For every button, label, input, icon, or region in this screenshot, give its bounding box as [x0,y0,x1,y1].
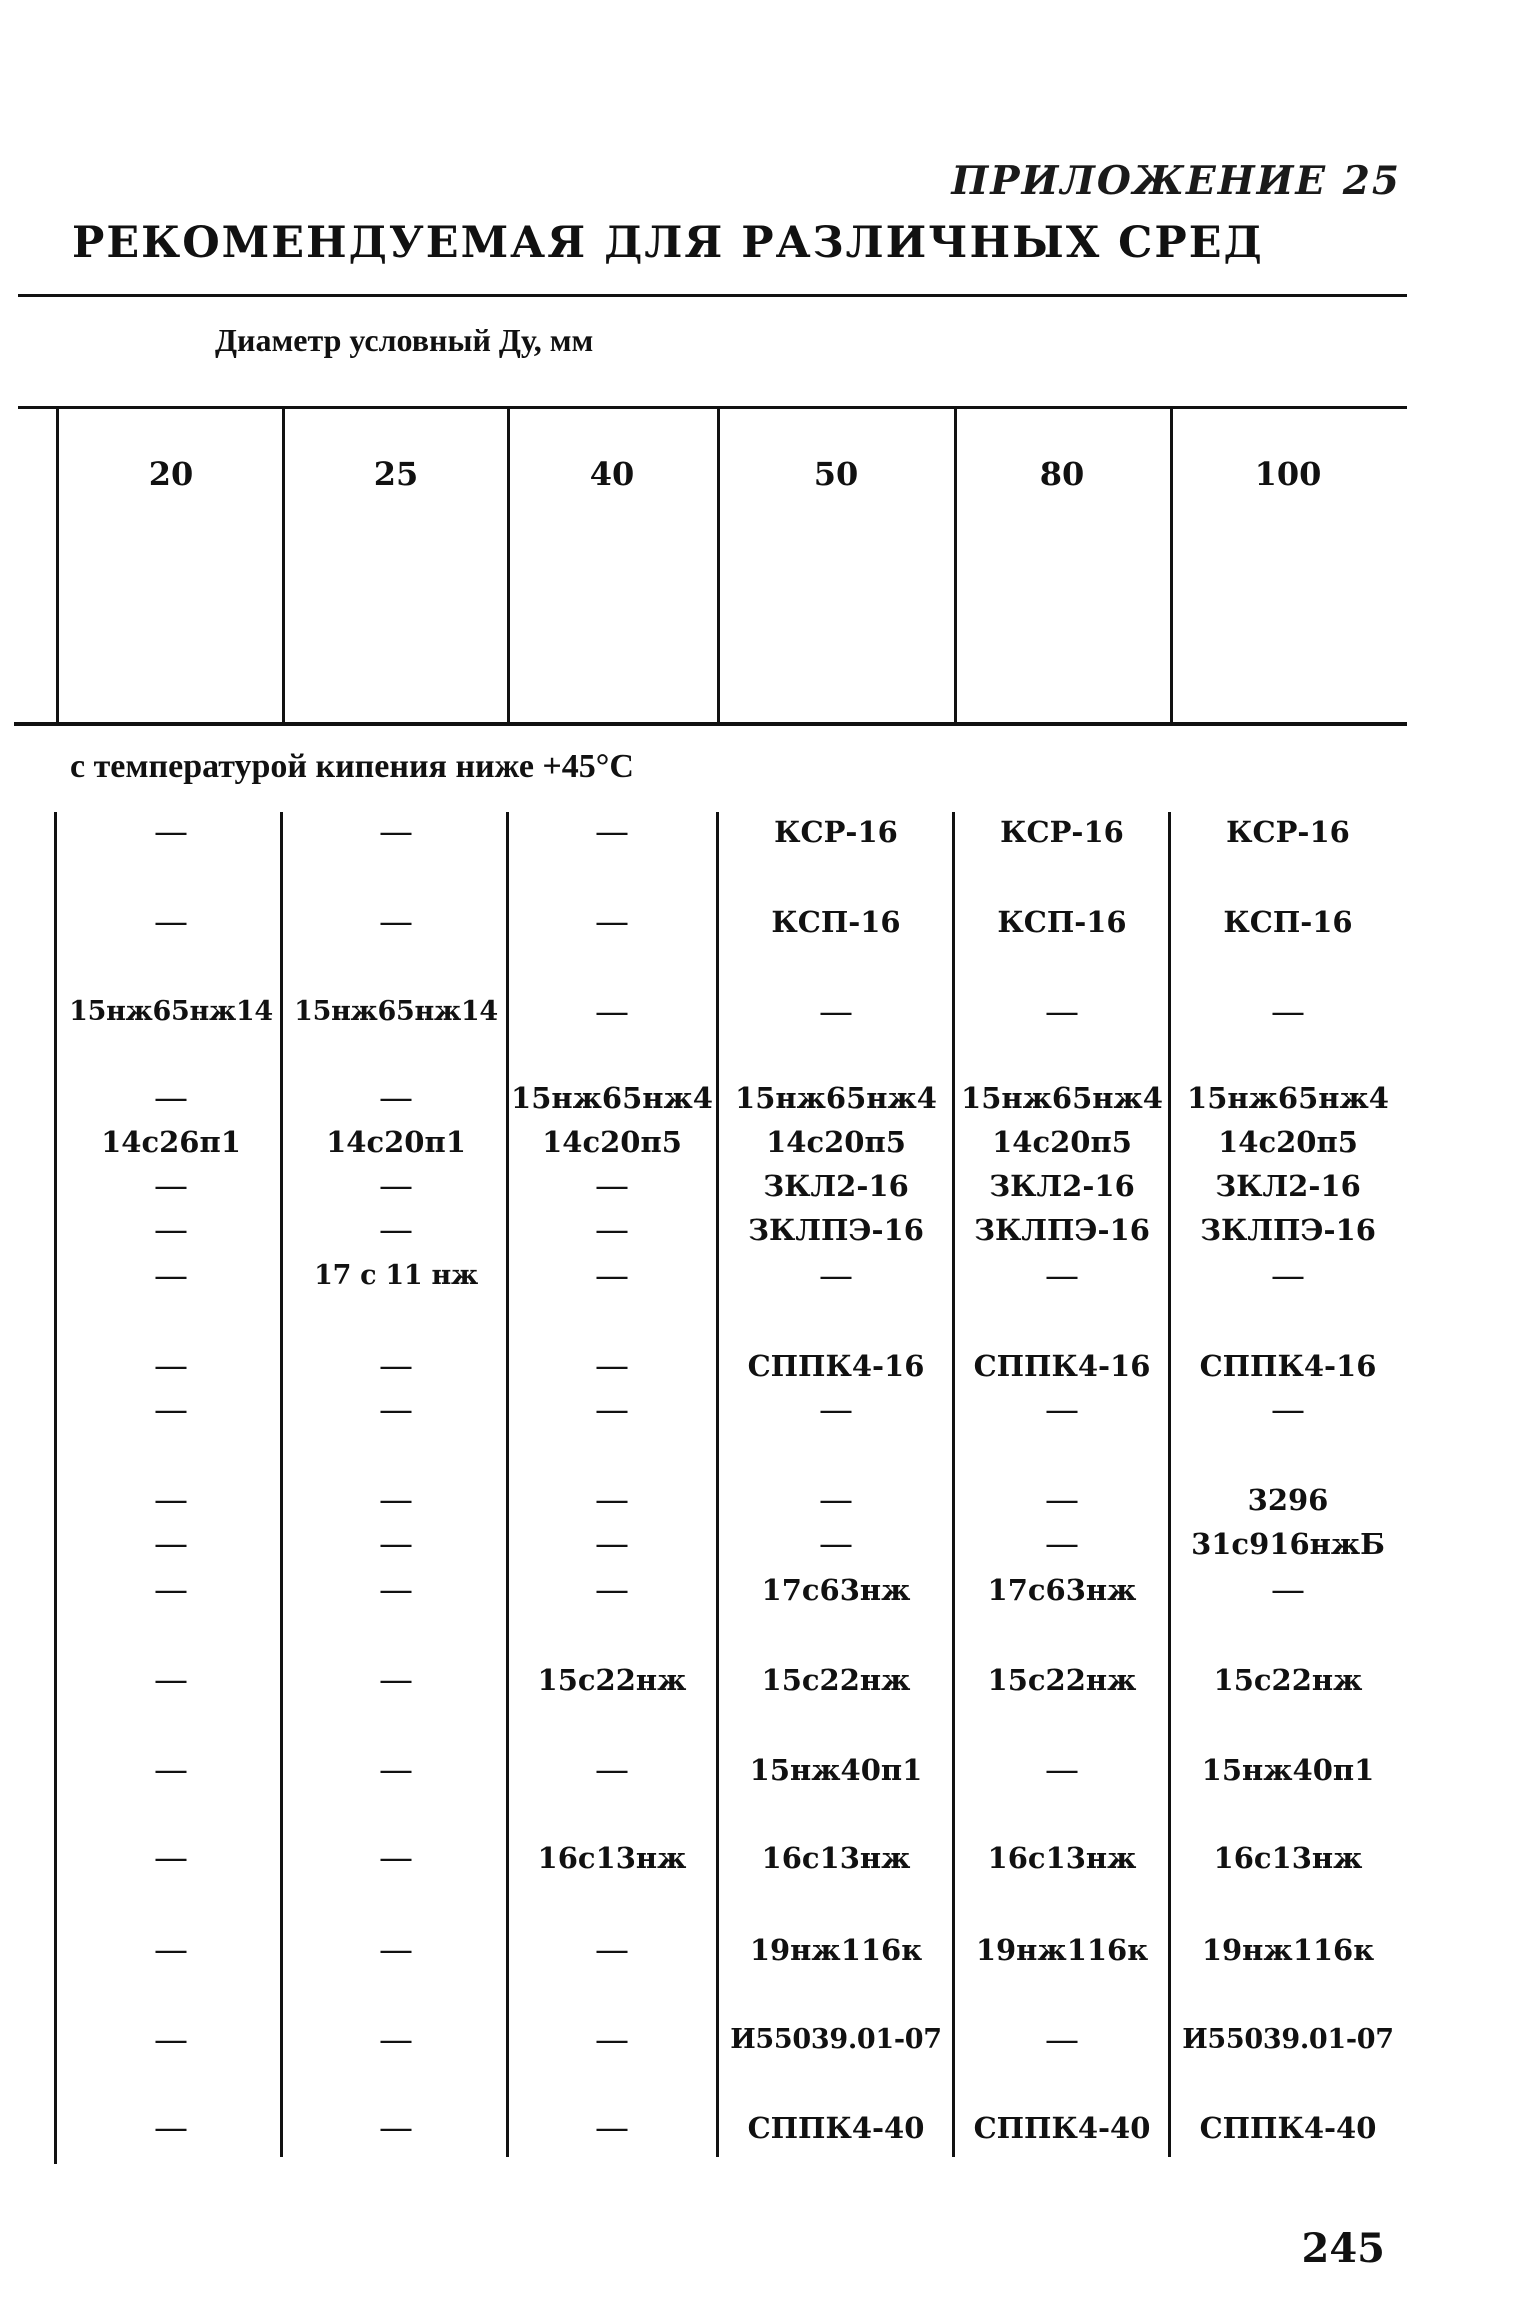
header-column-divider [282,406,285,724]
table-cell: — [1271,1390,1305,1430]
title-rule [18,294,1407,297]
table-cell: — [595,2108,629,2148]
table-cell: 14с20п1 [326,1125,466,1159]
table-cell: — [1045,992,1079,1032]
table-cell: — [154,1750,188,1790]
column-header: 100 [1254,455,1322,493]
table-cell: — [154,2020,188,2060]
table-cell: — [379,1524,413,1564]
table-cell: СППК4-16 [747,1349,925,1383]
page-title: РЕКОМЕНДУЕМАЯ ДЛЯ РАЗЛИЧНЫХ СРЕД [72,218,1264,268]
table-cell: КСП-16 [997,905,1127,939]
table-cell: КСР-16 [1000,815,1124,849]
table-cell: СППК4-16 [973,1349,1151,1383]
table-cell: 15нж65нж4 [1187,1081,1389,1115]
header-column-divider [56,406,59,724]
table-cell: КСП-16 [1223,905,1353,939]
table-cell: — [595,1480,629,1520]
table-cell: — [154,2108,188,2148]
table-cell: — [595,1524,629,1564]
table-cell: — [1045,1390,1079,1430]
header-column-divider [507,406,510,724]
table-cell: — [1045,1256,1079,1296]
table-cell: КСП-16 [771,905,901,939]
table-cell: 15с22нж [761,1663,911,1697]
table-cell: И55039.01-07 [1182,2024,1394,2055]
table-cell: ЗКЛ2-16 [1215,1169,1361,1203]
table-cell: 31с916нжБ [1191,1527,1385,1561]
table-cell: КСР-16 [1226,815,1350,849]
table-cell: — [1045,1750,1079,1790]
table-cell: — [154,902,188,942]
table-cell: — [154,1838,188,1878]
table-cell: ЗКЛПЭ-16 [1200,1213,1376,1247]
table-cell: — [819,1480,853,1520]
table-cell: — [819,1390,853,1430]
table-cell: 15нж40п1 [749,1753,923,1787]
table-cell: 16с13нж [537,1841,687,1875]
table-cell: ЗКЛ2-16 [989,1169,1135,1203]
table-cell: ЗКЛПЭ-16 [974,1213,1150,1247]
table-cell: СППК4-40 [747,2111,925,2145]
table-cell: — [819,1256,853,1296]
table-cell: — [379,2108,413,2148]
table-cell: — [595,1346,629,1386]
table-cell: 19нж116к [975,1933,1149,1967]
table-cell: — [595,902,629,942]
table-cell: 14с26п1 [101,1125,241,1159]
table-cell: — [1045,1480,1079,1520]
table-cell: — [819,1524,853,1564]
table-cell: — [595,1750,629,1790]
table-cell: — [379,1660,413,1700]
table-cell: 15нж65нж4 [511,1081,713,1115]
diameter-label: Диаметр условный Ду, мм [215,322,594,358]
table-cell: — [1045,2020,1079,2060]
table-cell: — [379,2020,413,2060]
table-cell: — [1271,1570,1305,1610]
table-cell: — [379,1078,413,1118]
table-cell: 14с20п5 [766,1125,906,1159]
table-cell: — [1271,992,1305,1032]
table-cell: — [379,1750,413,1790]
table-cell: 15нж65нж14 [294,996,498,1027]
table-cell: 15нж65нж4 [961,1081,1163,1115]
header-top-rule [18,406,1407,409]
table-cell: — [379,1930,413,1970]
table-cell: 14с20п5 [992,1125,1132,1159]
table-cell: 15с22нж [987,1663,1137,1697]
table-cell: — [819,992,853,1032]
table-cell: 16с13нж [1213,1841,1363,1875]
table-cell: — [595,1930,629,1970]
table-cell: КСР-16 [774,815,898,849]
column-header: 25 [373,455,419,493]
table-cell: — [154,1210,188,1250]
table-cell: — [595,1166,629,1206]
table-cell: — [379,1570,413,1610]
table-cell: — [154,1078,188,1118]
column-header: 20 [148,455,194,493]
page-number: 245 [1301,2225,1385,2272]
table-cell: — [379,1210,413,1250]
table-cell: 15нж40п1 [1201,1753,1375,1787]
table-cell: — [379,812,413,852]
table-cell: 19нж116к [749,1933,923,1967]
header-column-divider [1170,406,1173,724]
table-cell: — [379,1390,413,1430]
table-cell: — [154,1166,188,1206]
table-cell: 15нж65нж4 [735,1081,937,1115]
table-cell: — [595,2020,629,2060]
table-cell: — [595,1256,629,1296]
table-cell: — [1045,1524,1079,1564]
table-cell: — [379,1346,413,1386]
table-cell: 15с22нж [537,1663,687,1697]
table-cell: — [154,812,188,852]
table-cell: — [154,1480,188,1520]
table-cell: — [379,1480,413,1520]
header-column-divider [717,406,720,724]
table-cell: — [154,1930,188,1970]
table-cell: — [595,1390,629,1430]
table-cell: 17с63нж [761,1573,911,1607]
table-cell: 16с13нж [987,1841,1137,1875]
column-header: 50 [813,455,859,493]
table-cell: — [379,1838,413,1878]
table-cell: 3296 [1247,1483,1329,1517]
table-cell: 17 с 11 нж [314,1260,478,1291]
table-cell: 16с13нж [761,1841,911,1875]
table-cell: — [154,1524,188,1564]
section-title: с температурой кипения ниже +45°С [70,748,634,785]
table-cell: — [1271,1256,1305,1296]
table-cell: — [595,992,629,1032]
table-cell: — [154,1346,188,1386]
table-cell: 14с20п5 [1218,1125,1358,1159]
table-cell: — [154,1570,188,1610]
column-header: 40 [589,455,635,493]
column-header: 80 [1039,455,1085,493]
header-bottom-rule [14,722,1407,726]
table-cell: — [379,1166,413,1206]
appendix-label: ПРИЛОЖЕНИЕ 25 [951,158,1401,204]
table-cell: — [154,1660,188,1700]
table-cell: 15нж65нж14 [69,996,273,1027]
table-cell: — [154,1256,188,1296]
table-cell: 17с63нж [987,1573,1137,1607]
table-cell: СППК4-16 [1199,1349,1377,1383]
table-cell: СППК4-40 [973,2111,1151,2145]
table-cell: — [595,812,629,852]
table-cell: — [595,1570,629,1610]
table-cell: — [154,1390,188,1430]
table-cell: 19нж116к [1201,1933,1375,1967]
table-cell: И55039.01-07 [730,2024,942,2055]
table-cell: ЗКЛПЭ-16 [748,1213,924,1247]
table-cell: СППК4-40 [1199,2111,1377,2145]
table-cell: 15с22нж [1213,1663,1363,1697]
table-cell: — [379,902,413,942]
table-cell: 14с20п5 [542,1125,682,1159]
table-cell: ЗКЛ2-16 [763,1169,909,1203]
header-column-divider [954,406,957,724]
table-cell: — [595,1210,629,1250]
